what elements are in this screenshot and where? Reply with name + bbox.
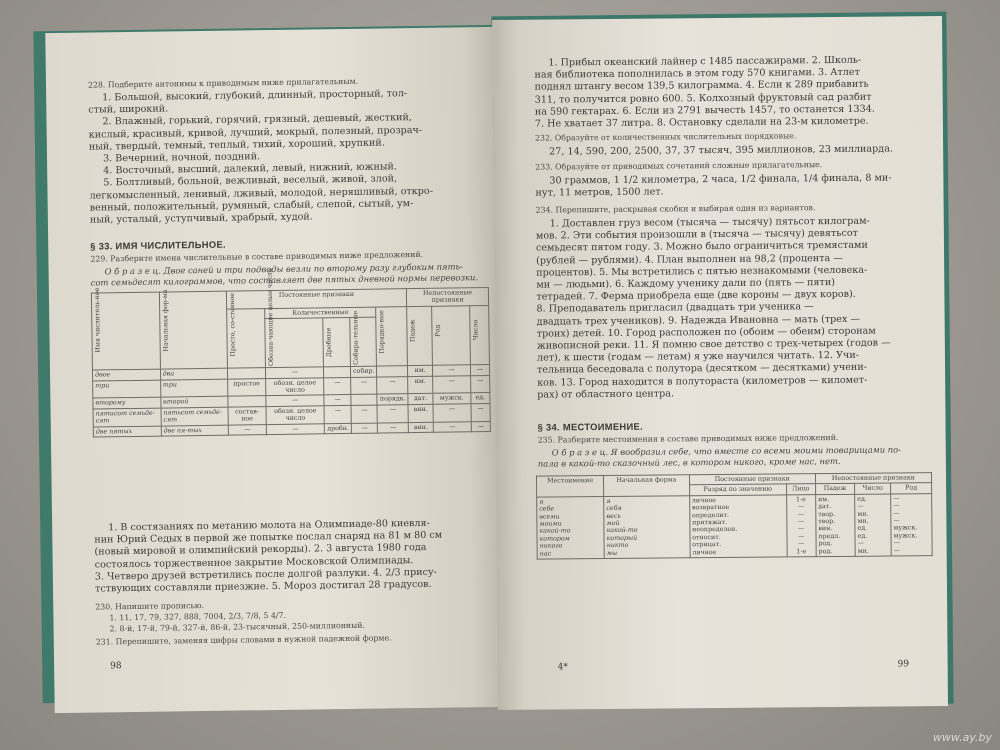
- col-header: Местоимение: [536, 476, 603, 497]
- ex232-line: 27, 14, 590, 200, 2500, 37, 37 тысяч, 395 миллионов, 23 миллиарда.: [549, 143, 893, 158]
- cell: —: [470, 375, 489, 393]
- text-line: 2. Влажный, горький, горячий, грязный, дешевый, жесткий,: [102, 112, 412, 128]
- cell-line: вин.: [818, 525, 833, 533]
- text-line: мов. 2. Эти события произошли в (тысяча — тысячу) девятьсот: [535, 227, 858, 242]
- cell-line: какой-то: [539, 527, 571, 536]
- text-line: двадцать трех учеников). 9. Надежда Ивановна — мать (трех —: [536, 313, 861, 328]
- cell: —: [378, 422, 409, 433]
- cell-line: —: [798, 533, 805, 541]
- left-page: [45, 27, 504, 713]
- text-line: ми — людьми). 6. Каждому ученику дали по (пять — пяти): [536, 277, 836, 291]
- group-header: Постоянные признаки: [226, 289, 407, 309]
- cell: обозн. целое число: [266, 377, 325, 396]
- cell-line: —: [857, 502, 864, 511]
- cell: —: [377, 404, 408, 422]
- cell-line: им.: [818, 495, 830, 503]
- cell: —: [377, 376, 408, 394]
- cell: две пя-тых: [161, 425, 228, 436]
- text-line: стый, широкий.: [88, 103, 169, 116]
- cell: [228, 396, 266, 407]
- cell-line: мужск.: [893, 532, 918, 540]
- col-header: Лицо: [786, 484, 815, 495]
- ex230-title: 230. Напишите прописью.: [95, 601, 205, 612]
- cell-line: отрицат.: [692, 541, 722, 549]
- cell-line: всеми: [539, 513, 560, 521]
- col-header: Род: [891, 483, 932, 494]
- text-line: рах) от областного центра.: [537, 388, 675, 401]
- cell: состав-ное: [228, 406, 267, 424]
- text-line: сот семьдесят килограммов, что составляет две пятых дневной нормы перевозки.: [90, 272, 479, 288]
- col-header: Число: [472, 319, 480, 341]
- cell: два: [160, 368, 227, 379]
- col-header: Число: [855, 483, 891, 494]
- cell-line: притяжат.: [692, 518, 728, 527]
- ex229-sample: [91, 261, 501, 289]
- text-line: (рублей — рублями). 4. План выполнен на 98,2 (процента —: [536, 252, 843, 267]
- text-line: 1. В состязаниях по метанию молота на Олимпиаде-80 киевля-: [108, 517, 430, 534]
- group-header: Непостоянные признаки: [407, 288, 489, 307]
- cell-line: —: [893, 502, 900, 510]
- text-line: ный, твердый, темный, теплый, тихий, хороший, хрупкий.: [88, 137, 385, 153]
- cell-line: какой-то: [606, 527, 638, 535]
- text-line: 5. Болтливый, больной, вежливый, веселый, живой, злой,: [103, 173, 398, 189]
- text-line: нут, 11 метров, 1500 лет.: [535, 186, 664, 199]
- cell-line: неопределен.: [692, 526, 738, 534]
- ex231-sentences: [534, 54, 935, 131]
- cell-line: —: [797, 525, 805, 533]
- text-line: пала в какой-то сказочный лес, в котором никого, кроме нас, нет.: [537, 455, 841, 469]
- text-line: тетрадей. 7. Ферма приобрела еще (две короны — двух коров).: [536, 289, 856, 303]
- cell-line: мн.: [857, 517, 869, 525]
- cell-line: —: [797, 518, 805, 526]
- cell: ед.: [471, 393, 490, 404]
- text-line: легкомысленный, ленивый, лживый, молодой, неряшливый, откро-: [89, 185, 433, 202]
- cell: —: [471, 403, 490, 421]
- cell-line: предл.: [818, 532, 841, 540]
- cell: —: [433, 421, 471, 432]
- text-line: нин Юрий Седых в первой же попытке послал снаряд на 81 м 80 см: [94, 529, 443, 546]
- cell: три: [160, 379, 227, 398]
- cell-line: определит.: [691, 511, 730, 519]
- cell: обозн. целое число: [266, 406, 325, 425]
- cell-line: я: [606, 497, 611, 505]
- text-line: поднял штангу весом 139,5 килограмма. 4. Если к 289 прибавить: [534, 79, 869, 94]
- cell-line: ед.: [857, 532, 868, 540]
- text-line: состоялось торжественное закрытие Московской Олимпиады.: [94, 554, 414, 571]
- col-header: Разряд по значению: [689, 484, 786, 495]
- cell-line: личное: [692, 548, 717, 556]
- col-header: Собира-тельные: [352, 310, 361, 366]
- cell: вин.: [408, 404, 433, 422]
- cell: —: [324, 395, 351, 406]
- cell-line: весь: [606, 512, 621, 520]
- col-header: Начальная форма: [604, 475, 690, 497]
- cell: [816, 494, 856, 557]
- text-line: 1. Доставлен груз весом (тысяча — тысячу) пятьсот килограм-: [549, 215, 870, 230]
- text-line: 3. Вечерний, ночной, поздний.: [102, 151, 261, 165]
- cell: порядк.: [377, 394, 408, 405]
- text-line: 1. 11, 17, 79, 327, 888, 7004, 2/3, 7/8, 5 4/7.: [109, 610, 287, 623]
- text-line: 30 граммов, 1 1/2 километра, 2 часа, 1/2 финала, 1/4 финала, 8 ми-: [549, 172, 892, 187]
- pronoun-analysis-table: [536, 472, 933, 560]
- cell-line: никого: [539, 542, 563, 550]
- cell: —: [432, 365, 470, 376]
- col-header: Род: [434, 324, 442, 337]
- cell: —: [324, 377, 351, 395]
- page-number-right: 99: [897, 659, 910, 670]
- cell: [855, 494, 892, 557]
- cell-line: я: [539, 498, 544, 506]
- right-page: [492, 16, 948, 710]
- cell-line: —: [798, 540, 805, 548]
- group-header: Непостоянные признаки: [815, 473, 931, 484]
- cell-line: —: [893, 495, 900, 503]
- cell: —: [351, 405, 378, 423]
- text-line: на 590 гектарах. 6. Если из 2791 вычесть 1457, то останется 1334.: [534, 103, 875, 118]
- cell-line: род.: [818, 540, 833, 548]
- ex234-title: 234. Перепишите, раскрывая скобки и выбирая один из вариантов.: [535, 203, 816, 215]
- cell-line: 1-е: [796, 547, 807, 555]
- ex233-title: 233. Образуйте от приводимых сочетаний сложные прилагательные.: [535, 160, 823, 172]
- text-line: 3. Четверо друзей встретились после долгой разлуки. 4. 2/3 прису-: [94, 566, 437, 583]
- cell-line: никто: [606, 542, 629, 550]
- cell-line: —: [893, 547, 901, 555]
- cell: —: [433, 375, 471, 393]
- ex234-body: [536, 215, 943, 402]
- col-header: Порядко-вые: [378, 309, 387, 354]
- cell-line: твор.: [818, 510, 836, 518]
- cell-line: 1-е: [795, 496, 806, 504]
- cell: —: [266, 367, 324, 378]
- cell: им.: [408, 366, 433, 377]
- cell: вин.: [408, 422, 433, 433]
- ex229-title: 229. Разберите имена числительные в составе приводимых ниже предложений.: [90, 249, 424, 264]
- ex228-body: [88, 87, 490, 227]
- col-header: Обозна-чающие целые числа: [266, 268, 275, 367]
- cell-line: —: [893, 539, 900, 547]
- cell: —: [228, 424, 266, 435]
- cell: —: [324, 405, 351, 423]
- cell-line: себя: [606, 505, 622, 513]
- cell: [351, 395, 377, 406]
- cell-line: относит.: [692, 533, 721, 542]
- section-33-heading: § 33. ИМЯ ЧИСЛИТЕЛЬНОЕ.: [90, 238, 226, 252]
- cell: —: [351, 377, 378, 395]
- text-line: О б р а з е ц. Двое саней и три подводы везли по второму разу глубоким пять-: [104, 261, 463, 277]
- cell: собир.: [351, 366, 377, 377]
- text-line: О б р а з е ц. Я вообразил себе, что вместе со всеми моими товарищами по-: [551, 444, 902, 458]
- col-header: Начальная фор-ма: [161, 289, 170, 352]
- cell-line: моими: [539, 520, 562, 528]
- text-line: 1. Прибыл океанский лайнер с 1485 пассажирами. 2. Школь-: [548, 54, 862, 69]
- cell-line: мн.: [857, 547, 869, 555]
- cell: двое: [92, 369, 160, 380]
- ex229-sentences: [94, 517, 500, 596]
- col-header: Просто, со-ставное: [228, 292, 237, 357]
- cell: [377, 366, 408, 377]
- cell: —: [351, 423, 377, 434]
- cell: —: [470, 365, 489, 376]
- ex235-title: 235. Разберите местоимения в составе приводимых ниже предложений.: [537, 432, 839, 445]
- text-line: 8. Преподаватель пригласил (двадцать три ученика —: [536, 301, 814, 316]
- cell: пятисот семьде-сят: [93, 408, 161, 427]
- cell-line: —: [797, 510, 805, 518]
- text-line: 311, то получится ровно 600. 5. Колхозный фруктовый сад разбит: [534, 91, 872, 106]
- text-line: ков. 13. Город находится в полутораста (километров — километ-: [537, 374, 868, 389]
- cell: второй: [161, 397, 228, 408]
- ex232-title: 232. Образуйте от количественных числительных порядковые.: [534, 131, 797, 143]
- ex233-body: [535, 172, 935, 200]
- ex235-sample: [538, 444, 948, 470]
- section-34-heading: § 34. МЕСТОИМЕНИЕ.: [537, 420, 644, 433]
- cell-line: мн.: [857, 510, 869, 518]
- cell: [227, 368, 265, 379]
- cell-line: род.: [818, 547, 833, 555]
- text-line: 1. Большой, высокий, глубокий, длинный, просторный, тол-: [102, 88, 408, 104]
- cell: —: [266, 395, 324, 406]
- cell: пятьсот семьде-сят: [161, 407, 228, 426]
- cell: второму: [93, 398, 161, 409]
- text-line: (новый мировой и олимпийский рекорды). 2. 3 августа 1980 года: [94, 542, 427, 558]
- cell: две пятых: [93, 426, 161, 437]
- text-line: 4. Восточный, высший, далекий, левый, нижний, южный.: [103, 161, 397, 177]
- col-header: Имя числитель-ное: [93, 287, 102, 353]
- cell-line: возвратное: [691, 504, 730, 512]
- col-header: Падеж: [815, 484, 854, 495]
- cell-line: мужск.: [893, 524, 918, 532]
- cell-line: мы: [606, 549, 618, 557]
- cell: [324, 367, 351, 378]
- text-line: 7. Не хватает 37 литра. 8. Остановку сделали на 23-м километре.: [534, 115, 869, 130]
- cell-line: —: [797, 503, 805, 511]
- cell: —: [433, 404, 471, 422]
- cell-line: который: [606, 534, 638, 542]
- cell-line: —: [893, 510, 900, 518]
- text-line: процентов). 5. Мы встретились с пятью незнакомыми (человека-: [536, 264, 868, 279]
- col-header: Дробные: [325, 327, 334, 358]
- text-line: тствующих составляли приезжие. 5. Мороз достигал 28 градусов.: [94, 578, 432, 595]
- watermark: www.ay.by: [932, 731, 992, 744]
- cell-line: ед.: [857, 525, 868, 533]
- text-line: семьдесят пятом году. 3. Можно было ограничиться тремястами: [535, 240, 868, 255]
- cell-line: котором: [539, 535, 570, 543]
- cell: дат.: [408, 394, 433, 405]
- ex228-title: 228. Подберите антонимы к приводимым ниже прилагательным.: [87, 76, 359, 90]
- cell: мужск.: [433, 393, 471, 404]
- cell: —: [471, 421, 490, 432]
- cell-line: себе: [539, 505, 555, 513]
- ex231-title: 231. Перепишите, заменяя цифры словами в нужной падежной форме.: [95, 633, 392, 647]
- cell-line: мой: [606, 519, 620, 528]
- subgroup-header: Количественные: [265, 307, 377, 319]
- text-line: ная библиотека пополнилась в этом году 570 книгами. 3. Атлет: [534, 66, 860, 81]
- cell: дробн.: [325, 423, 352, 434]
- cell-line: ед.: [857, 495, 867, 503]
- cell-line: дат.: [818, 503, 832, 511]
- group-header: Постоянные признаки: [689, 474, 815, 486]
- cell: [891, 493, 932, 556]
- cell: три: [93, 380, 161, 399]
- cell-line: твор.: [818, 518, 836, 526]
- text-line: венный, положительный, румяный, слабый, слепой, сытый, ум-: [89, 197, 414, 214]
- col-header: Падеж: [409, 319, 417, 343]
- text-line: ный, усталый, уступчивый, храбрый, худой.: [89, 211, 313, 226]
- text-line: тельница беседовала с полутора (десятком — десятками) учени-: [537, 362, 868, 377]
- signature-mark: 4*: [557, 662, 568, 673]
- cell: [689, 495, 786, 558]
- cell: [537, 496, 605, 559]
- cell-line: —: [893, 517, 900, 525]
- text-line: кислый, красивый, кривой, лучший, мокрый, полезный, прозрач-: [88, 124, 423, 141]
- text-line: лет), к шести (годам — летам) я уже научился читать. 12. Учи-: [536, 350, 860, 364]
- cell-line: нас: [539, 550, 552, 558]
- text-line: 2. 8-й, 17-й, 79-й, 327-й, 86-й, 23-тысячный, 250-миллионный.: [109, 620, 366, 634]
- table-row: [537, 493, 933, 559]
- cell: [604, 496, 690, 559]
- text-line: троих) детей. 10. Город расположен по (обоим — обеим) сторонам: [536, 325, 876, 340]
- cell-line: —: [857, 540, 864, 548]
- text-line: живописной реки. 11. Я помню свое детство с трех-четырех (годов —: [536, 337, 891, 352]
- page-number-left: 98: [110, 661, 122, 672]
- cell: им.: [408, 376, 433, 394]
- cell: —: [266, 423, 324, 434]
- cell-line: личное: [691, 496, 716, 505]
- cell: [786, 494, 816, 557]
- cell: простое: [227, 378, 266, 396]
